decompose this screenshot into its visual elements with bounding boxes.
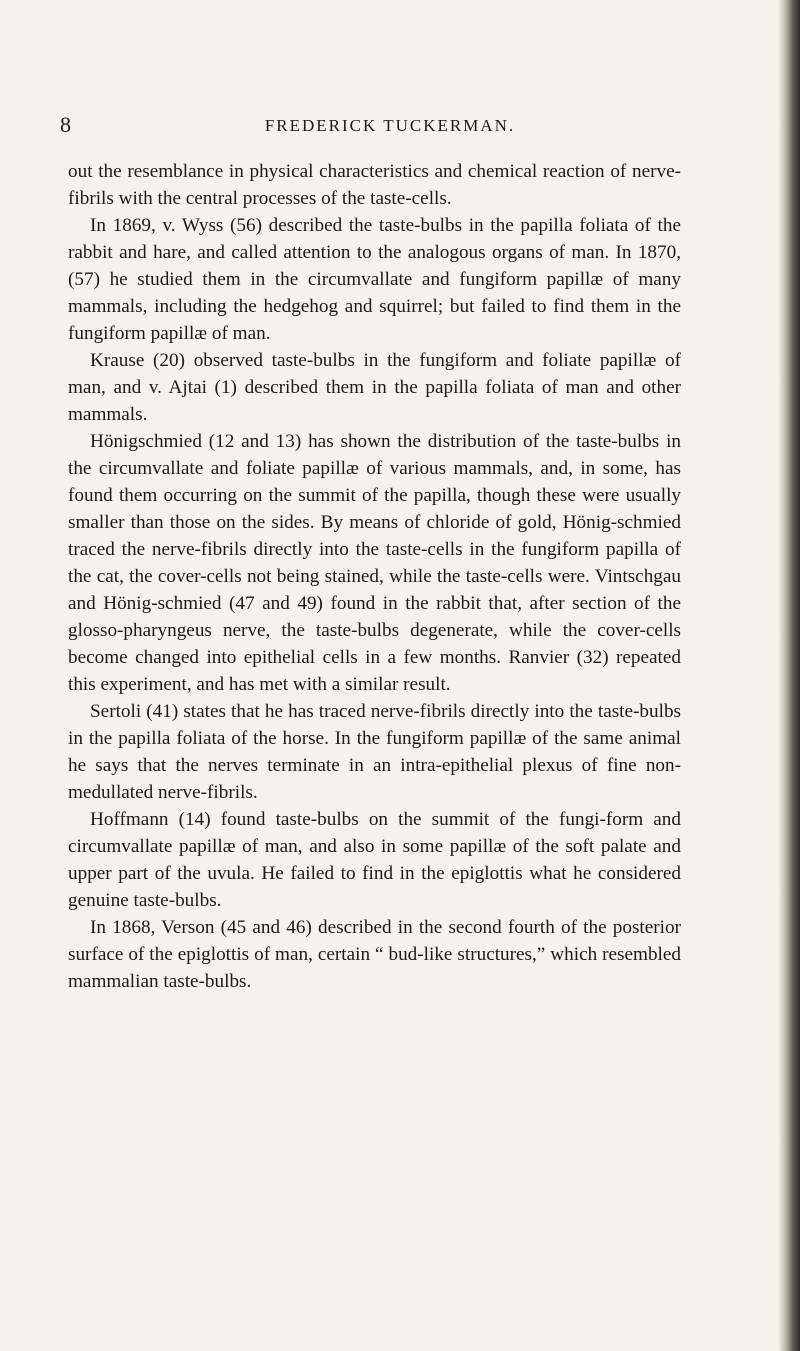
paragraph-3: Krause (20) observed taste-bulbs in the fungiform and foliate papillæ of man, and v. Ajtai (1) described them in the papilla foliata of man and other mammals. bbox=[68, 350, 681, 425]
paragraph-5: Sertoli (41) states that he has traced nerve-fibrils directly into the taste-bulbs in the papilla foliata of the horse. In the fungiform papillæ of the same animal he says that the nerves terminate in an intra-epithelial plexus of fine non-medullated nerve-fibrils. bbox=[68, 701, 681, 803]
page-edge-shadow bbox=[778, 0, 800, 1351]
body-text bbox=[68, 158, 681, 995]
paragraph-1: out the resemblance in physical characteristics and chemical reaction of nerve-fibrils with the central processes of the taste-cells. bbox=[68, 161, 681, 209]
page-number: 8 bbox=[60, 112, 72, 137]
paragraph-6: Hoffmann (14) found taste-bulbs on the summit of the fungi-form and circumvallate papillæ of man, and also in some papillæ of the soft palate and upper part of the uvula. He failed to find in the epiglottis what he considered genuine taste-bulbs. bbox=[68, 809, 681, 911]
paragraph-7: In 1868, Verson (45 and 46) described in the second fourth of the posterior surface of the epiglottis of man, certain “ bud-like structures,” which resembled mammalian taste-bulbs. bbox=[68, 917, 681, 992]
page-header bbox=[60, 112, 720, 142]
paragraph-4: Hönigschmied (12 and 13) has shown the distribution of the taste-bulbs in the circumvallate and foliate papillæ of various mammals, and, in some, has found them occurring on the summit of the papilla, though these were usually smaller than those on the sides. By means of chloride of gold, Hönig-schmied traced the nerve-fibrils directly into the taste-cells in the fungiform papilla of the cat, the cover-cells not being stained, while the taste-cells were. Vintschgau and Hönig-schmied (47 and 49) found in the rabbit that, after section of the glosso-pharyngeus nerve, the taste-bulbs degenerate, while the cover-cells become changed into epithelial cells in a few months. Ranvier (32) repeated this experiment, and has met with a similar result. bbox=[68, 431, 681, 695]
running-head: FREDERICK TUCKERMAN. bbox=[264, 116, 516, 135]
paragraph-2: In 1869, v. Wyss (56) described the taste-bulbs in the papilla foliata of the rabbit and hare, and called attention to the analogous organs of man. In 1870, (57) he studied them in the circumvallate and fungiform papillæ of many mammals, including the hedgehog and squirrel; but failed to find them in the fungiform papillæ of man. bbox=[68, 215, 681, 344]
